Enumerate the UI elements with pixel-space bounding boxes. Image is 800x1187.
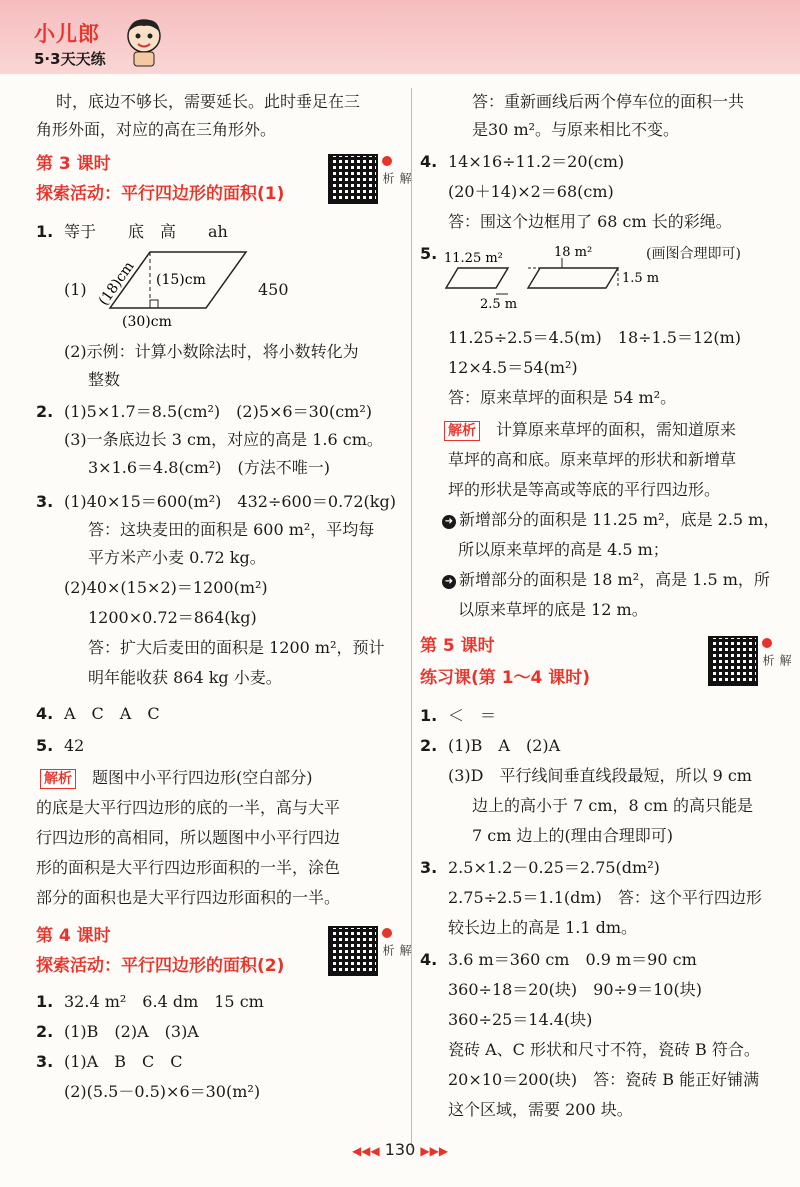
play-icon bbox=[382, 928, 392, 938]
answer-line: (2)(5.5－0.5)×6＝30(m²) bbox=[64, 1082, 261, 1101]
explanation-line: 以原来草坪的底是 12 m。 bbox=[458, 600, 648, 619]
explanation-bullet bbox=[442, 510, 779, 530]
answer-line: 答：原来草坪的面积是 54 m²。 bbox=[448, 388, 677, 407]
answer-line: 360÷18＝20(块) 90÷9＝10(块) bbox=[448, 980, 702, 999]
question-number: 1. bbox=[420, 706, 438, 725]
answer-line: 平方米产小麦 0.72 kg。 bbox=[88, 548, 266, 567]
question-number: 1. bbox=[36, 992, 54, 1011]
answer-line: 11.25÷2.5＝4.5(m) 18÷1.5＝12(m) bbox=[448, 328, 741, 347]
question-number: 3. bbox=[36, 1052, 54, 1071]
answer-line: 2.75÷2.5＝1.1(dm) 答：这个平行四边形 bbox=[448, 888, 762, 907]
parallelogram-figure bbox=[94, 244, 254, 330]
answer-line: 1200×0.72＝864(kg) bbox=[88, 608, 257, 627]
answer-line: 较长边上的高是 1.1 dm。 bbox=[448, 918, 638, 937]
answer-line: 明年能收获 864 kg 小麦。 bbox=[88, 668, 282, 687]
answer-line: (3)一条底边长 3 cm，对应的高是 1.6 cm。 bbox=[64, 430, 383, 449]
answer-line: 答：这块麦田的面积是 600 m²，平均每 bbox=[88, 520, 375, 539]
explanation-text: 题图中小平行四边形(空白部分) bbox=[92, 768, 313, 787]
answer-line: (1)B (2)A (3)A bbox=[64, 1022, 199, 1041]
base-label: (30)cm bbox=[122, 314, 172, 330]
answer-line: (2)示例：计算小数除法时，将小数转化为 bbox=[64, 342, 359, 361]
answer-line: 等于 底 高 ah bbox=[64, 222, 228, 241]
qr-label: 解析 bbox=[381, 172, 412, 184]
answer-line: (2)40×(15×2)＝1200(m²) bbox=[64, 578, 268, 597]
answer-line: A C A C bbox=[64, 704, 160, 723]
answer-line: 20×10＝200(块) 答：瓷砖 B 能正好铺满 bbox=[448, 1070, 760, 1089]
question-number: 4. bbox=[420, 152, 438, 171]
explanation-line: 坪的形状是等高或等底的平行四边形。 bbox=[448, 480, 721, 499]
question-number: 5. bbox=[420, 244, 438, 263]
lesson-title: 探索活动：平行四边形的面积(2) bbox=[36, 956, 285, 976]
play-icon bbox=[382, 156, 392, 166]
fig-label-c: 1.5 m bbox=[622, 271, 660, 286]
question-number: 4. bbox=[420, 950, 438, 969]
explanation-bullet bbox=[442, 570, 770, 590]
question-number: 1. bbox=[36, 222, 54, 241]
answer-line: ＜ ＝ bbox=[448, 706, 497, 725]
brand-name: 小儿郎 bbox=[34, 22, 100, 46]
answer-line: 12×4.5＝54(m²) bbox=[448, 358, 578, 377]
answer-line: (1)40×15＝600(m²) 432÷600＝0.72(kg) bbox=[64, 492, 396, 511]
mascot-icon bbox=[122, 16, 166, 70]
arrow-icon: ➜ bbox=[442, 575, 456, 589]
lesson-title: 练习课(第 1～4 课时) bbox=[420, 668, 591, 688]
answer-line: (3)D 平行线间垂直线段最短，所以 9 cm bbox=[448, 766, 752, 785]
answer-line: 答：扩大后麦田的面积是 1200 m²，预计 bbox=[88, 638, 385, 657]
question-number: 2. bbox=[36, 402, 54, 421]
explanation-line bbox=[444, 420, 736, 441]
explanation-line: 部分的面积也是大平行四边形面积的一半。 bbox=[36, 888, 341, 907]
answer-line: 瓷砖 A、C 形状和尺寸不符，瓷砖 B 符合。 bbox=[448, 1040, 760, 1059]
question-number: 3. bbox=[420, 858, 438, 877]
answer-line: (1)A B C C bbox=[64, 1052, 183, 1071]
lesson-heading: 第 3 课时 bbox=[36, 154, 111, 174]
explanation-tag: 解析 bbox=[40, 769, 76, 789]
arrow-icon: ➜ bbox=[442, 515, 456, 529]
qr-label: 解析 bbox=[761, 654, 792, 666]
answer-line: 2.5×1.2－0.25＝2.75(dm²) bbox=[448, 858, 660, 877]
explanation-line bbox=[40, 768, 313, 789]
answer-line: 答：围这个边框用了 68 cm 长的彩绳。 bbox=[448, 212, 732, 231]
fig-label-b: 18 m² bbox=[554, 245, 593, 260]
question-number: 4. bbox=[36, 704, 54, 723]
explanation-line: 草坪的高和底。原来草坪的形状和新增草 bbox=[448, 450, 737, 469]
right-triangles-icon: ▶▶▶ bbox=[420, 1144, 449, 1158]
answer-line: 整数 bbox=[88, 370, 121, 389]
explanation-tag: 解析 bbox=[444, 421, 480, 441]
answer-line: 3×1.6＝4.8(cm²) (方法不唯一) bbox=[88, 458, 330, 477]
answer-value: 450 bbox=[258, 280, 289, 299]
brand-logo bbox=[30, 16, 150, 70]
page-footer bbox=[0, 1140, 800, 1170]
answer-line: (1)5×1.7＝8.5(cm²) (2)5×6＝30(cm²) bbox=[64, 402, 372, 421]
answer-line: 360÷25＝14.4(块) bbox=[448, 1010, 593, 1029]
qr-code[interactable] bbox=[708, 636, 758, 686]
answer-line: (1)B A (2)A bbox=[448, 736, 561, 755]
explanation-line: 的底是大平行四边形的底的一半，高与大平 bbox=[36, 798, 341, 817]
question-number: 2. bbox=[36, 1022, 54, 1041]
bullet-text: 新增部分的面积是 18 m²，高是 1.5 m，所 bbox=[459, 570, 770, 589]
figure-note: (画图合理即可) bbox=[646, 246, 741, 262]
question-number: 2. bbox=[420, 736, 438, 755]
answer-line: 14×16÷11.2＝20(cm) bbox=[448, 152, 625, 171]
qr-code[interactable] bbox=[328, 926, 378, 976]
lesson-title: 探索活动：平行四边形的面积(1) bbox=[36, 184, 285, 204]
header-bar bbox=[0, 0, 800, 74]
qr-label: 解析 bbox=[381, 944, 412, 956]
explanation-line: 所以原来草坪的高是 4.5 m； bbox=[458, 540, 669, 559]
left-triangles-icon: ◀◀◀ bbox=[351, 1144, 380, 1158]
height-label: (15)cm bbox=[156, 272, 206, 288]
fig-label-a: 11.25 m² bbox=[444, 251, 503, 266]
answer-line: 是30 m²。与原来相比不变。 bbox=[472, 120, 680, 139]
lawn-figure bbox=[442, 240, 660, 312]
explanation-line: 形的面积是大平行四边形面积的一半，涂色 bbox=[36, 858, 341, 877]
answer-line: 答：重新画线后两个停车位的面积一共 bbox=[472, 92, 745, 111]
lesson-heading: 第 4 课时 bbox=[36, 926, 111, 946]
answer-line: (1) bbox=[64, 280, 87, 299]
lesson-heading: 第 5 课时 bbox=[420, 636, 495, 656]
answer-line: 7 cm 边上的(理由合理即可) bbox=[472, 826, 673, 845]
fig-label-d: 2.5 m bbox=[480, 297, 518, 312]
play-icon bbox=[762, 638, 772, 648]
column-divider bbox=[411, 88, 412, 1148]
series-name: 5·3天天练 bbox=[34, 50, 106, 68]
question-number: 3. bbox=[36, 492, 54, 511]
page-number: 130 bbox=[384, 1140, 416, 1159]
explanation-line: 行四边形的高相同，所以题图中小平行四边 bbox=[36, 828, 341, 847]
bullet-text: 新增部分的面积是 11.25 m²，底是 2.5 m， bbox=[459, 510, 780, 529]
answer-line: 这个区域，需要 200 块。 bbox=[448, 1100, 633, 1119]
explanation-text: 计算原来草坪的面积，需知道原来 bbox=[496, 420, 737, 439]
slant-label: (18)cm bbox=[95, 258, 138, 309]
qr-code[interactable] bbox=[328, 154, 378, 204]
answer-line: 32.4 m² 6.4 dm 15 cm bbox=[64, 992, 264, 1011]
answer-line: (20＋14)×2＝68(cm) bbox=[448, 182, 614, 201]
answer-line: 42 bbox=[64, 736, 85, 755]
answer-line: 3.6 m＝360 cm 0.9 m＝90 cm bbox=[448, 950, 697, 969]
answer-line: 边上的高小于 7 cm，8 cm 的高只能是 bbox=[472, 796, 753, 815]
text-line: 角形外面，对应的高在三角形外。 bbox=[36, 120, 277, 139]
question-number: 5. bbox=[36, 736, 54, 755]
text-line: 时，底边不够长，需要延长。此时垂足在三 bbox=[56, 92, 361, 111]
